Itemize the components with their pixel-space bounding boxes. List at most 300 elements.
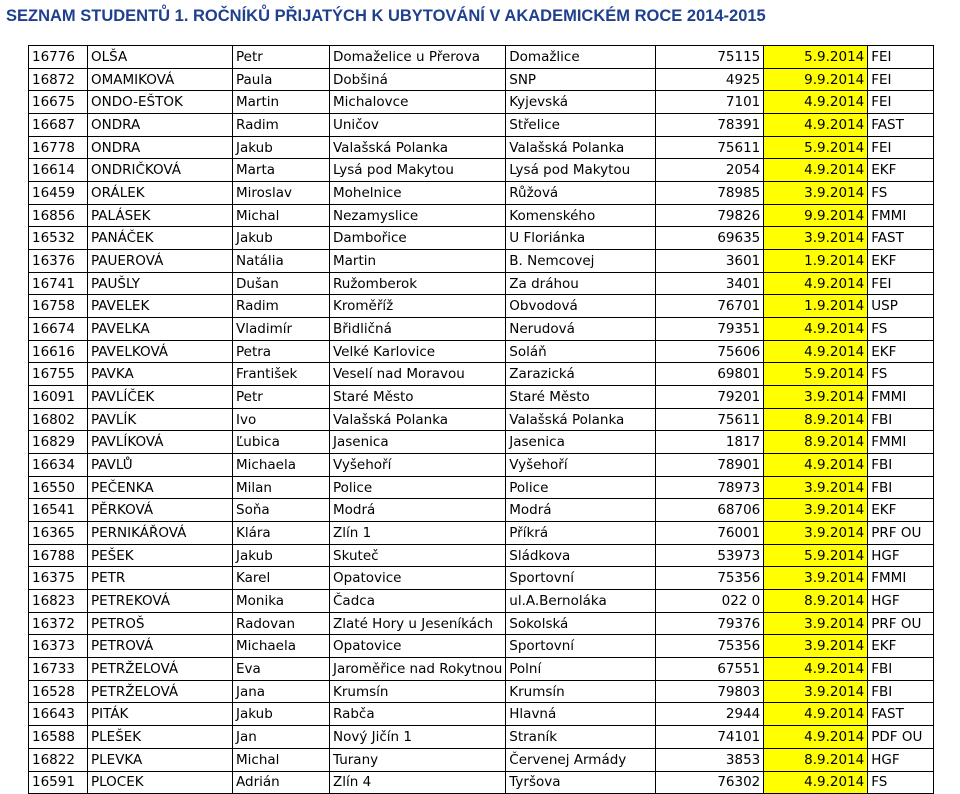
student-id-cell: 16365 — [29, 522, 88, 545]
town-cell: Veselí nad Moravou — [330, 363, 506, 386]
postal-code-cell: 74101 — [656, 726, 764, 749]
arrival-date-cell: 3.9.2014 — [764, 567, 868, 590]
surname-cell: PANÁČEK — [88, 227, 233, 250]
faculty-cell: HGF — [868, 544, 934, 567]
town-cell: Valašská Polanka — [330, 136, 506, 159]
first-name-cell: Karel — [233, 567, 330, 590]
street-cell: Police — [506, 476, 656, 499]
first-name-cell: Petr — [233, 46, 330, 69]
surname-cell: PAUŠLY — [88, 272, 233, 295]
street-cell: Červenej Armády — [506, 748, 656, 771]
street-cell: Zarazická — [506, 363, 656, 386]
postal-code-cell: 79803 — [656, 680, 764, 703]
table-row — [29, 522, 934, 545]
surname-cell: OMAMIKOVÁ — [88, 68, 233, 91]
street-cell: Střelice — [506, 114, 656, 137]
street-cell: Za dráhou — [506, 272, 656, 295]
postal-code-cell: 3853 — [656, 748, 764, 771]
faculty-cell: FEI — [868, 91, 934, 114]
surname-cell: PAVLÍKOVÁ — [88, 431, 233, 454]
surname-cell: PAUEROVÁ — [88, 250, 233, 273]
first-name-cell: Jakub — [233, 544, 330, 567]
postal-code-cell: 78973 — [656, 476, 764, 499]
town-cell: Lysá pod Makytou — [330, 159, 506, 182]
town-cell: Opatovice — [330, 635, 506, 658]
faculty-cell: PRF OU — [868, 522, 934, 545]
postal-code-cell: 76302 — [656, 771, 764, 794]
faculty-cell: FAST — [868, 227, 934, 250]
surname-cell: PETROŠ — [88, 612, 233, 635]
surname-cell: PLOCEK — [88, 771, 233, 794]
arrival-date-cell: 9.9.2014 — [764, 68, 868, 91]
surname-cell: PAVELKA — [88, 318, 233, 341]
town-cell: Kroměříž — [330, 295, 506, 318]
faculty-cell: FMMI — [868, 204, 934, 227]
arrival-date-cell: 3.9.2014 — [764, 635, 868, 658]
postal-code-cell: 69801 — [656, 363, 764, 386]
town-cell: Nezamyslice — [330, 204, 506, 227]
surname-cell: PETR — [88, 567, 233, 590]
student-id-cell: 16091 — [29, 386, 88, 409]
town-cell: Opatovice — [330, 567, 506, 590]
surname-cell: OLŠA — [88, 46, 233, 69]
student-id-cell: 16532 — [29, 227, 88, 250]
town-cell: Mohelnice — [330, 182, 506, 205]
town-cell: Turany — [330, 748, 506, 771]
table-row — [29, 544, 934, 567]
first-name-cell: Soňa — [233, 499, 330, 522]
postal-code-cell: 1817 — [656, 431, 764, 454]
street-cell: B. Nemcovej — [506, 250, 656, 273]
town-cell: Jaroměřice nad Rokytnou — [330, 658, 506, 681]
first-name-cell: Ivo — [233, 408, 330, 431]
postal-code-cell: 69635 — [656, 227, 764, 250]
arrival-date-cell: 4.9.2014 — [764, 91, 868, 114]
street-cell: Obvodová — [506, 295, 656, 318]
arrival-date-cell: 3.9.2014 — [764, 612, 868, 635]
faculty-cell: EKF — [868, 340, 934, 363]
arrival-date-cell: 8.9.2014 — [764, 408, 868, 431]
student-id-cell: 16541 — [29, 499, 88, 522]
arrival-date-cell: 3.9.2014 — [764, 182, 868, 205]
first-name-cell: Miroslav — [233, 182, 330, 205]
student-id-cell: 16588 — [29, 726, 88, 749]
student-id-cell: 16372 — [29, 612, 88, 635]
street-cell: Sládkova — [506, 544, 656, 567]
faculty-cell: FBI — [868, 680, 934, 703]
street-cell: Valašská Polanka — [506, 408, 656, 431]
street-cell: Sokolská — [506, 612, 656, 635]
town-cell: Modrá — [330, 499, 506, 522]
faculty-cell: HGF — [868, 748, 934, 771]
table-row — [29, 227, 934, 250]
first-name-cell: Radovan — [233, 612, 330, 635]
faculty-cell: EKF — [868, 635, 934, 658]
street-cell: Jasenica — [506, 431, 656, 454]
street-cell: Staré Město — [506, 386, 656, 409]
arrival-date-cell: 8.9.2014 — [764, 590, 868, 613]
postal-code-cell: 75611 — [656, 136, 764, 159]
town-cell: Nový Jičín 1 — [330, 726, 506, 749]
faculty-cell: FMMI — [868, 431, 934, 454]
arrival-date-cell: 4.9.2014 — [764, 703, 868, 726]
faculty-cell: FBI — [868, 476, 934, 499]
surname-cell: PERNIKÁŘOVÁ — [88, 522, 233, 545]
town-cell: Skuteč — [330, 544, 506, 567]
town-cell: Uničov — [330, 114, 506, 137]
surname-cell: ONDRA — [88, 114, 233, 137]
table-row — [29, 431, 934, 454]
first-name-cell: Natália — [233, 250, 330, 273]
town-cell: Staré Město — [330, 386, 506, 409]
first-name-cell: Marta — [233, 159, 330, 182]
postal-code-cell: 75356 — [656, 567, 764, 590]
street-cell: Růžová — [506, 182, 656, 205]
table-row — [29, 136, 934, 159]
town-cell: Velké Karlovice — [330, 340, 506, 363]
first-name-cell: Jan — [233, 726, 330, 749]
student-id-cell: 16872 — [29, 68, 88, 91]
table-row — [29, 68, 934, 91]
street-cell: Sportovní — [506, 567, 656, 590]
town-cell: Břidličná — [330, 318, 506, 341]
first-name-cell: Radim — [233, 295, 330, 318]
first-name-cell: František — [233, 363, 330, 386]
faculty-cell: FBI — [868, 454, 934, 477]
street-cell: Domažlice — [506, 46, 656, 69]
surname-cell: PETROVÁ — [88, 635, 233, 658]
table-row — [29, 567, 934, 590]
first-name-cell: Michaela — [233, 635, 330, 658]
town-cell: Čadca — [330, 590, 506, 613]
surname-cell: PEŠEK — [88, 544, 233, 567]
street-cell: U Floriánka — [506, 227, 656, 250]
faculty-cell: FS — [868, 363, 934, 386]
town-cell: Krumsín — [330, 680, 506, 703]
street-cell: Komenského — [506, 204, 656, 227]
student-id-cell: 16758 — [29, 295, 88, 318]
faculty-cell: EKF — [868, 250, 934, 273]
first-name-cell: Michaela — [233, 454, 330, 477]
surname-cell: PAVLŮ — [88, 454, 233, 477]
surname-cell: ONDRA — [88, 136, 233, 159]
faculty-cell: FBI — [868, 408, 934, 431]
postal-code-cell: 79201 — [656, 386, 764, 409]
postal-code-cell: 68706 — [656, 499, 764, 522]
table-row — [29, 590, 934, 613]
postal-code-cell: 75115 — [656, 46, 764, 69]
first-name-cell: Radim — [233, 114, 330, 137]
first-name-cell: Jana — [233, 680, 330, 703]
town-cell: Michalovce — [330, 91, 506, 114]
faculty-cell: FEI — [868, 46, 934, 69]
student-id-cell: 16614 — [29, 159, 88, 182]
faculty-cell: FAST — [868, 114, 934, 137]
arrival-date-cell: 5.9.2014 — [764, 544, 868, 567]
student-id-cell: 16528 — [29, 680, 88, 703]
student-id-cell: 16829 — [29, 431, 88, 454]
arrival-date-cell: 4.9.2014 — [764, 454, 868, 477]
first-name-cell: Ľubica — [233, 431, 330, 454]
street-cell: Vyšehoří — [506, 454, 656, 477]
student-id-cell: 16550 — [29, 476, 88, 499]
town-cell: Martin — [330, 250, 506, 273]
table-row — [29, 658, 934, 681]
arrival-date-cell: 1.9.2014 — [764, 250, 868, 273]
first-name-cell: Michal — [233, 748, 330, 771]
town-cell: Jasenica — [330, 431, 506, 454]
street-cell: ul.A.Bernoláka — [506, 590, 656, 613]
faculty-cell: EKF — [868, 159, 934, 182]
table-row — [29, 114, 934, 137]
postal-code-cell: 79826 — [656, 204, 764, 227]
student-id-cell: 16776 — [29, 46, 88, 69]
student-id-cell: 16687 — [29, 114, 88, 137]
arrival-date-cell: 4.9.2014 — [764, 726, 868, 749]
table-row — [29, 703, 934, 726]
student-id-cell: 16788 — [29, 544, 88, 567]
table-row — [29, 408, 934, 431]
table-row — [29, 771, 934, 794]
postal-code-cell: 75611 — [656, 408, 764, 431]
table-row — [29, 295, 934, 318]
town-cell: Zlín 1 — [330, 522, 506, 545]
arrival-date-cell: 8.9.2014 — [764, 748, 868, 771]
student-id-cell: 16376 — [29, 250, 88, 273]
student-id-cell: 16674 — [29, 318, 88, 341]
student-id-cell: 16822 — [29, 748, 88, 771]
surname-cell: PAVLÍČEK — [88, 386, 233, 409]
faculty-cell: FEI — [868, 136, 934, 159]
postal-code-cell: 3401 — [656, 272, 764, 295]
student-table-body — [29, 46, 934, 794]
table-row — [29, 363, 934, 386]
first-name-cell: Paula — [233, 68, 330, 91]
arrival-date-cell: 9.9.2014 — [764, 204, 868, 227]
arrival-date-cell: 5.9.2014 — [764, 363, 868, 386]
faculty-cell: PRF OU — [868, 612, 934, 635]
arrival-date-cell: 4.9.2014 — [764, 272, 868, 295]
surname-cell: PLEVKA — [88, 748, 233, 771]
town-cell: Dobšiná — [330, 68, 506, 91]
street-cell: Soláň — [506, 340, 656, 363]
first-name-cell: Jakub — [233, 703, 330, 726]
table-row — [29, 46, 934, 69]
town-cell: Zlín 4 — [330, 771, 506, 794]
student-id-cell: 16856 — [29, 204, 88, 227]
first-name-cell: Petra — [233, 340, 330, 363]
student-id-cell: 16755 — [29, 363, 88, 386]
faculty-cell: PDF OU — [868, 726, 934, 749]
postal-code-cell: 76701 — [656, 295, 764, 318]
student-id-cell: 16591 — [29, 771, 88, 794]
arrival-date-cell: 5.9.2014 — [764, 136, 868, 159]
arrival-date-cell: 3.9.2014 — [764, 386, 868, 409]
street-cell: Hlavná — [506, 703, 656, 726]
surname-cell: ONDRIČKOVÁ — [88, 159, 233, 182]
postal-code-cell: 022 0 — [656, 590, 764, 613]
surname-cell: PAVELKOVÁ — [88, 340, 233, 363]
postal-code-cell: 78985 — [656, 182, 764, 205]
postal-code-cell: 75356 — [656, 635, 764, 658]
table-row — [29, 386, 934, 409]
faculty-cell: FMMI — [868, 386, 934, 409]
town-cell: Zlaté Hory u Jeseníkách — [330, 612, 506, 635]
student-id-cell: 16823 — [29, 590, 88, 613]
first-name-cell: Petr — [233, 386, 330, 409]
faculty-cell: FS — [868, 182, 934, 205]
street-cell: Krumsín — [506, 680, 656, 703]
street-cell: Straník — [506, 726, 656, 749]
street-cell: Tyršova — [506, 771, 656, 794]
first-name-cell: Jakub — [233, 227, 330, 250]
first-name-cell: Jakub — [233, 136, 330, 159]
table-row — [29, 680, 934, 703]
town-cell: Vyšehoří — [330, 454, 506, 477]
student-id-cell: 16375 — [29, 567, 88, 590]
student-id-cell: 16733 — [29, 658, 88, 681]
faculty-cell: FS — [868, 318, 934, 341]
surname-cell: ONDO-EŠTOK — [88, 91, 233, 114]
student-id-cell: 16675 — [29, 91, 88, 114]
street-cell: Příkrá — [506, 522, 656, 545]
arrival-date-cell: 3.9.2014 — [764, 522, 868, 545]
table-row — [29, 748, 934, 771]
faculty-cell: FS — [868, 771, 934, 794]
street-cell: Kyjevská — [506, 91, 656, 114]
table-row — [29, 91, 934, 114]
town-cell: Police — [330, 476, 506, 499]
street-cell: Sportovní — [506, 635, 656, 658]
first-name-cell: Dušan — [233, 272, 330, 295]
town-cell: Dambořice — [330, 227, 506, 250]
student-id-cell: 16459 — [29, 182, 88, 205]
street-cell: Polní — [506, 658, 656, 681]
postal-code-cell: 3601 — [656, 250, 764, 273]
postal-code-cell: 2944 — [656, 703, 764, 726]
table-row — [29, 726, 934, 749]
postal-code-cell: 78391 — [656, 114, 764, 137]
town-cell: Domaželice u Přerova — [330, 46, 506, 69]
postal-code-cell: 79376 — [656, 612, 764, 635]
street-cell: Valašská Polanka — [506, 136, 656, 159]
faculty-cell: USP — [868, 295, 934, 318]
surname-cell: ORÁLEK — [88, 182, 233, 205]
first-name-cell: Adrián — [233, 771, 330, 794]
postal-code-cell: 79351 — [656, 318, 764, 341]
faculty-cell: HGF — [868, 590, 934, 613]
street-cell: SNP — [506, 68, 656, 91]
arrival-date-cell: 4.9.2014 — [764, 340, 868, 363]
arrival-date-cell: 4.9.2014 — [764, 771, 868, 794]
table-row — [29, 635, 934, 658]
surname-cell: PĚRKOVÁ — [88, 499, 233, 522]
faculty-cell: FAST — [868, 703, 934, 726]
arrival-date-cell: 8.9.2014 — [764, 431, 868, 454]
faculty-cell: FBI — [868, 658, 934, 681]
arrival-date-cell: 3.9.2014 — [764, 499, 868, 522]
street-cell: Lysá pod Makytou — [506, 159, 656, 182]
arrival-date-cell: 3.9.2014 — [764, 680, 868, 703]
table-row — [29, 454, 934, 477]
table-row — [29, 340, 934, 363]
postal-code-cell: 7101 — [656, 91, 764, 114]
arrival-date-cell: 4.9.2014 — [764, 318, 868, 341]
faculty-cell: FMMI — [868, 567, 934, 590]
postal-code-cell: 67551 — [656, 658, 764, 681]
arrival-date-cell: 4.9.2014 — [764, 159, 868, 182]
table-row — [29, 272, 934, 295]
first-name-cell: Eva — [233, 658, 330, 681]
arrival-date-cell: 4.9.2014 — [764, 114, 868, 137]
postal-code-cell: 4925 — [656, 68, 764, 91]
page-title: SEZNAM STUDENTŮ 1. ROČNÍKŮ PŘIJATÝCH K UBYTOVÁNÍ V AKADEMICKÉM ROCE 2014-2015 — [6, 7, 766, 25]
postal-code-cell: 75606 — [656, 340, 764, 363]
arrival-date-cell: 1.9.2014 — [764, 295, 868, 318]
table-row — [29, 204, 934, 227]
student-id-cell: 16373 — [29, 635, 88, 658]
street-cell: Modrá — [506, 499, 656, 522]
first-name-cell: Milan — [233, 476, 330, 499]
arrival-date-cell: 3.9.2014 — [764, 227, 868, 250]
student-id-cell: 16616 — [29, 340, 88, 363]
first-name-cell: Vladimír — [233, 318, 330, 341]
street-cell: Nerudová — [506, 318, 656, 341]
table-row — [29, 182, 934, 205]
arrival-date-cell: 5.9.2014 — [764, 46, 868, 69]
table-row — [29, 476, 934, 499]
table-row — [29, 499, 934, 522]
student-id-cell: 16741 — [29, 272, 88, 295]
faculty-cell: FEI — [868, 272, 934, 295]
surname-cell: PLEŠEK — [88, 726, 233, 749]
postal-code-cell: 78901 — [656, 454, 764, 477]
surname-cell: PAVLÍK — [88, 408, 233, 431]
postal-code-cell: 76001 — [656, 522, 764, 545]
town-cell: Valašská Polanka — [330, 408, 506, 431]
table-row — [29, 612, 934, 635]
faculty-cell: FEI — [868, 68, 934, 91]
student-id-cell: 16634 — [29, 454, 88, 477]
surname-cell: PETRŽELOVÁ — [88, 680, 233, 703]
surname-cell: PITÁK — [88, 703, 233, 726]
postal-code-cell: 53973 — [656, 544, 764, 567]
first-name-cell: Monika — [233, 590, 330, 613]
first-name-cell: Martin — [233, 91, 330, 114]
surname-cell: PAVKA — [88, 363, 233, 386]
faculty-cell: EKF — [868, 499, 934, 522]
surname-cell: PETRŽELOVÁ — [88, 658, 233, 681]
surname-cell: PALÁSEK — [88, 204, 233, 227]
table-row — [29, 318, 934, 341]
student-id-cell: 16778 — [29, 136, 88, 159]
surname-cell: PEČENKA — [88, 476, 233, 499]
student-id-cell: 16643 — [29, 703, 88, 726]
arrival-date-cell: 3.9.2014 — [764, 476, 868, 499]
arrival-date-cell: 4.9.2014 — [764, 658, 868, 681]
town-cell: Rabča — [330, 703, 506, 726]
postal-code-cell: 2054 — [656, 159, 764, 182]
table-row — [29, 250, 934, 273]
surname-cell: PETREKOVÁ — [88, 590, 233, 613]
student-table — [28, 45, 934, 794]
surname-cell: PAVELEK — [88, 295, 233, 318]
first-name-cell: Michal — [233, 204, 330, 227]
town-cell: Ružomberok — [330, 272, 506, 295]
first-name-cell: Klára — [233, 522, 330, 545]
student-id-cell: 16802 — [29, 408, 88, 431]
table-row — [29, 159, 934, 182]
